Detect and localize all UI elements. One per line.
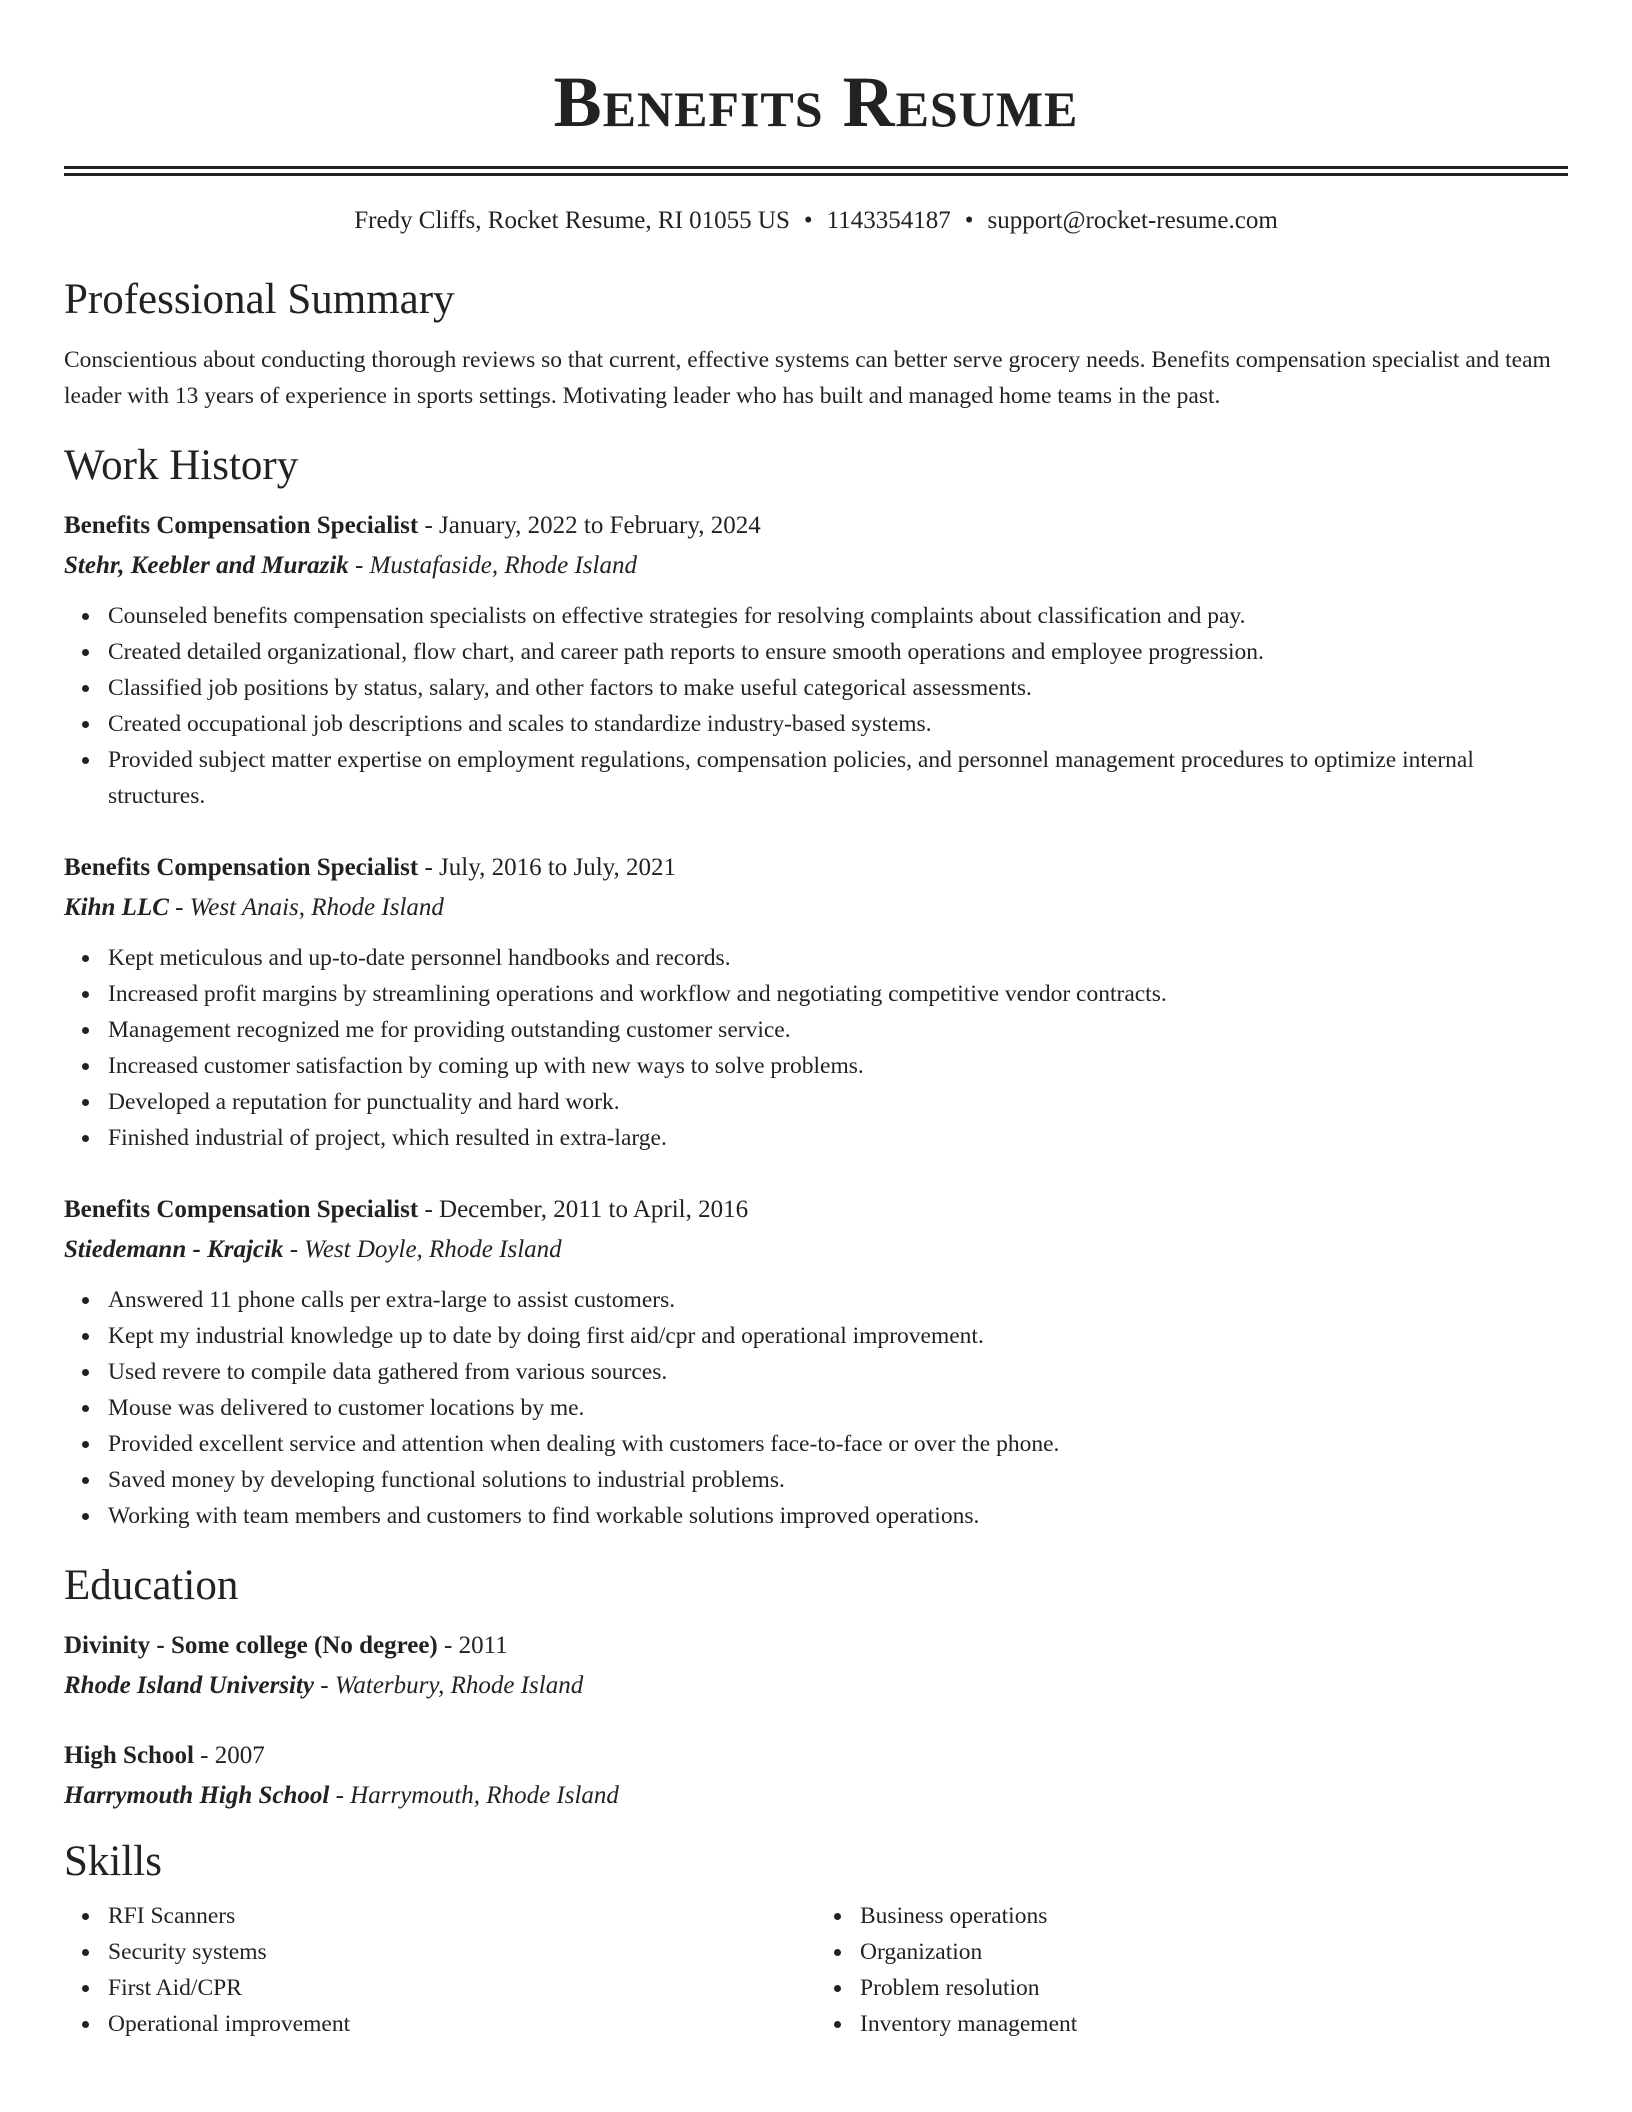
education-entry bbox=[64, 1626, 1568, 1706]
skill-item: Operational improvement bbox=[108, 2006, 816, 2042]
contact-phone: 1143354187 bbox=[826, 207, 951, 234]
list-item: Created detailed organizational, flow chart, and career path reports to ensure smooth operations and employee progression. bbox=[108, 634, 1568, 670]
job-location: - Mustafaside, Rhode Island bbox=[348, 552, 637, 579]
work-history-heading: Work History bbox=[64, 442, 299, 489]
education-heading: Education bbox=[64, 1562, 239, 1609]
graduation-year: - 2007 bbox=[193, 1742, 265, 1769]
job-location: - West Doyle, Rhode Island bbox=[283, 1236, 562, 1263]
summary-text: Conscientious about conducting thorough reviews so that current, effective systems can better serve grocery needs. Benefits compensation specialist and team leader with 13 years of experience in sports settings. Motivating leader who has built and managed home teams in the past. bbox=[64, 347, 1551, 409]
job-company-line bbox=[64, 1230, 1568, 1270]
job-duties-list bbox=[64, 940, 1568, 1156]
skills-heading: Skills bbox=[64, 1838, 162, 1885]
degree-line bbox=[64, 1626, 1568, 1666]
list-item: Classified job positions by status, salary, and other factors to make useful categorical assessments. bbox=[108, 670, 1568, 706]
school-name: Harrymouth High School bbox=[64, 1782, 330, 1809]
list-item: Counseled benefits compensation specialists on effective strategies for resolving complaints about classification and pay. bbox=[108, 598, 1568, 634]
contact-email: support@rocket-resume.com bbox=[987, 207, 1278, 234]
title-divider bbox=[64, 166, 1568, 176]
school-line bbox=[64, 1776, 1568, 1816]
job-dates: - December, 2011 to April, 2016 bbox=[418, 1196, 749, 1223]
degree: Divinity - Some college (No degree) bbox=[64, 1632, 438, 1659]
list-item: Working with team members and customers to find workable solutions improved operations. bbox=[108, 1498, 1568, 1534]
skill-item: Organization bbox=[860, 1934, 1568, 1970]
education-entry bbox=[64, 1736, 1568, 1816]
job-title: Benefits Compensation Specialist bbox=[64, 1196, 419, 1223]
school-name: Rhode Island University bbox=[64, 1672, 315, 1699]
list-item: Used revere to compile data gathered from various sources. bbox=[108, 1354, 1568, 1390]
list-item: Kept my industrial knowledge up to date by doing first aid/cpr and operational improvement. bbox=[108, 1318, 1568, 1354]
list-item: Kept meticulous and up-to-date personnel handbooks and records. bbox=[108, 940, 1568, 976]
list-item: Increased customer satisfaction by coming up with new ways to solve problems. bbox=[108, 1048, 1568, 1084]
list-item: Mouse was delivered to customer locations by me. bbox=[108, 1390, 1568, 1426]
school-location: - Waterbury, Rhode Island bbox=[314, 1672, 584, 1699]
list-item: Finished industrial of project, which resulted in extra-large. bbox=[108, 1120, 1568, 1156]
job-dates: - July, 2016 to July, 2021 bbox=[418, 854, 677, 881]
job-company: Kihn LLC bbox=[64, 894, 169, 921]
list-item: Provided subject matter expertise on employment regulations, compensation policies, and personnel management procedures to optimize internal structures. bbox=[108, 742, 1568, 814]
contact-separator: • bbox=[964, 207, 974, 234]
contact-separator: • bbox=[803, 207, 813, 234]
job-duties-list bbox=[64, 1282, 1568, 1534]
skills-list-left bbox=[64, 1898, 816, 2042]
skill-item: Problem resolution bbox=[860, 1970, 1568, 2006]
skills-list-right bbox=[816, 1898, 1568, 2042]
job-entry bbox=[64, 506, 1568, 814]
degree-line bbox=[64, 1736, 1568, 1776]
contact-address: Fredy Cliffs, Rocket Resume, RI 01055 US bbox=[354, 207, 790, 234]
list-item: Created occupational job descriptions and scales to standardize industry-based systems. bbox=[108, 706, 1568, 742]
job-duties-list bbox=[64, 598, 1568, 814]
skill-item: Business operations bbox=[860, 1898, 1568, 1934]
graduation-year: - 2011 bbox=[437, 1632, 508, 1659]
skill-item: Inventory management bbox=[860, 2006, 1568, 2042]
list-item: Answered 11 phone calls per extra-large to assist customers. bbox=[108, 1282, 1568, 1318]
summary-heading: Professional Summary bbox=[64, 276, 455, 323]
job-title-line bbox=[64, 1190, 1568, 1230]
school-location: - Harrymouth, Rhode Island bbox=[329, 1782, 619, 1809]
job-company: Stiedemann - Krajcik bbox=[64, 1236, 284, 1263]
list-item: Saved money by developing functional solutions to industrial problems. bbox=[108, 1462, 1568, 1498]
job-title-line bbox=[64, 506, 1568, 546]
job-dates: - January, 2022 to February, 2024 bbox=[418, 512, 761, 539]
contact-line bbox=[64, 204, 1568, 238]
list-item: Management recognized me for providing outstanding customer service. bbox=[108, 1012, 1568, 1048]
list-item: Developed a reputation for punctuality and hard work. bbox=[108, 1084, 1568, 1120]
skills-grid bbox=[64, 1898, 1568, 2042]
job-title-line bbox=[64, 848, 1568, 888]
skill-item: First Aid/CPR bbox=[108, 1970, 816, 2006]
job-company-line bbox=[64, 888, 1568, 928]
job-entry bbox=[64, 1190, 1568, 1534]
degree: High School bbox=[64, 1742, 194, 1769]
skill-item: Security systems bbox=[108, 1934, 816, 1970]
skill-item: RFI Scanners bbox=[108, 1898, 816, 1934]
list-item: Provided excellent service and attention when dealing with customers face-to-face or over the phone. bbox=[108, 1426, 1568, 1462]
job-entry bbox=[64, 848, 1568, 1156]
list-item: Increased profit margins by streamlining operations and workflow and negotiating competitive vendor contracts. bbox=[108, 976, 1568, 1012]
school-line bbox=[64, 1666, 1568, 1706]
resume-title: Benefits Resume bbox=[553, 62, 1079, 142]
job-location: - West Anais, Rhode Island bbox=[168, 894, 444, 921]
job-company-line bbox=[64, 546, 1568, 586]
job-company: Stehr, Keebler and Murazik bbox=[64, 552, 349, 579]
job-title: Benefits Compensation Specialist bbox=[64, 512, 419, 539]
job-title: Benefits Compensation Specialist bbox=[64, 854, 419, 881]
